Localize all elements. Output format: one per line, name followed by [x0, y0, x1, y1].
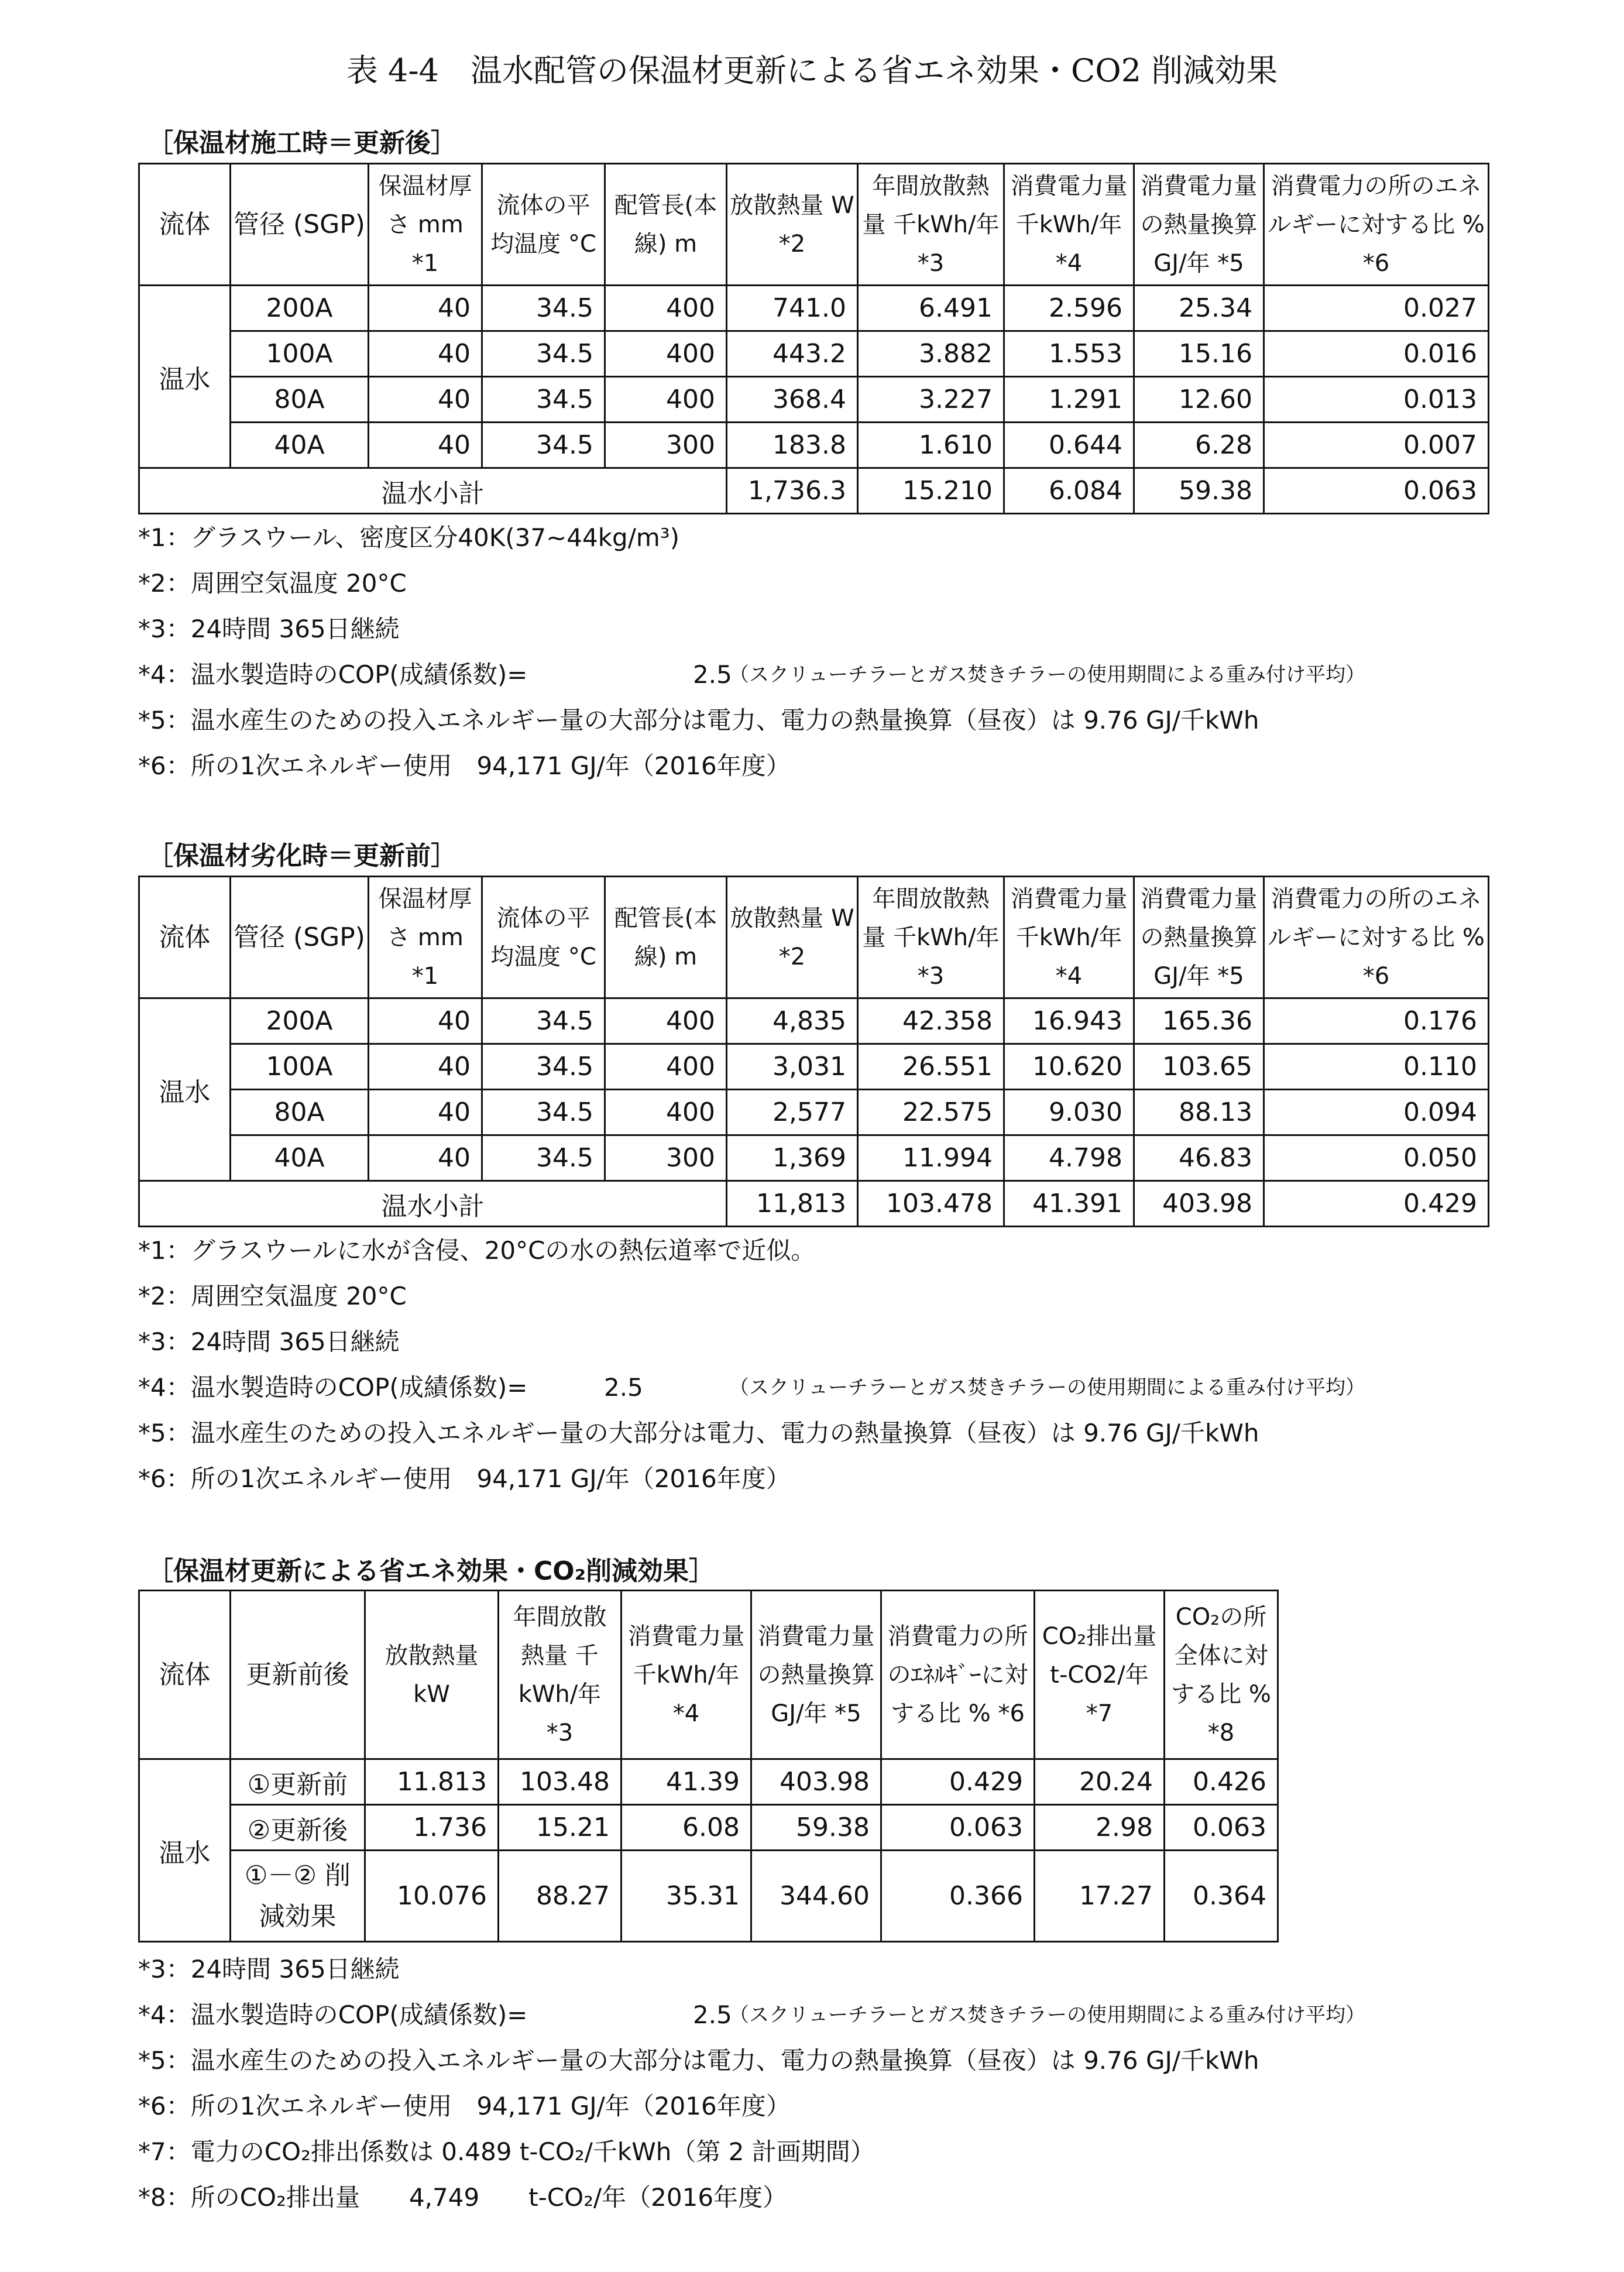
phase-label: ②更新後 — [231, 1805, 365, 1851]
pipe-size: 80A — [231, 1090, 369, 1135]
table-row — [139, 1805, 1278, 1851]
phase-label: ①更新前 — [231, 1759, 365, 1805]
header-pipe: 管径 (SGP) — [231, 877, 369, 998]
header-temperature: 流体の平均温度 °C — [482, 877, 605, 998]
annual-cell: 15.21 — [499, 1805, 622, 1851]
note: *6：所の1次エネルギー使用 94,171 GJ/年（2016年度） — [138, 751, 791, 780]
gj-cell: 59.38 — [751, 1805, 881, 1851]
header-length: 配管長(本線) m — [605, 164, 727, 286]
ratio-cell: 0.110 — [1264, 1044, 1489, 1090]
subtotal-row — [139, 1181, 1489, 1227]
co2-cell: 2.98 — [1035, 1805, 1165, 1851]
power-cell: 0.644 — [1004, 423, 1134, 468]
note-cop — [138, 1365, 1365, 1410]
length-cell: 300 — [605, 1135, 727, 1181]
gj-cell: 103.65 — [1134, 1044, 1264, 1090]
co2-ratio-cell: 0.063 — [1165, 1805, 1278, 1851]
gj-cell: 15.16 — [1134, 331, 1264, 377]
thickness-cell: 40 — [369, 331, 482, 377]
note-cop-label: *4：温水製造時のCOP(成績係数)= — [138, 1373, 528, 1402]
length-cell: 300 — [605, 423, 727, 468]
table-row — [139, 998, 1489, 1044]
ratio-cell: 0.007 — [1264, 423, 1489, 468]
ratio-cell: 0.013 — [1264, 377, 1489, 423]
heat-cell: 1.736 — [365, 1805, 499, 1851]
pipe-size: 100A — [231, 331, 369, 377]
note: *3：24時間 365日継続 — [138, 1327, 400, 1356]
length-cell: 400 — [605, 331, 727, 377]
note: *8：所のCO₂排出量 4,749 t-CO₂/年（2016年度） — [138, 2183, 788, 2212]
header-thickness: 保温材厚さ mm *1 — [369, 877, 482, 998]
power-cell: 41.39 — [622, 1759, 751, 1805]
section-heading-after: ［保温材施工時＝更新後］ — [147, 128, 456, 158]
section-heading-before: ［保温材劣化時＝更新前］ — [147, 841, 456, 871]
ratio-cell: 0.176 — [1264, 998, 1489, 1044]
temperature-cell: 34.5 — [482, 377, 605, 423]
power-cell: 4.798 — [1004, 1135, 1134, 1181]
table-row — [139, 286, 1489, 331]
table-header-row — [139, 1591, 1278, 1759]
annual-cell: 11.994 — [858, 1135, 1004, 1181]
note: *5：温水産生のための投入エネルギー量の大部分は電力、電力の熱量換算（昼夜）は 9.76 GJ/千kWh — [138, 2046, 1259, 2075]
subtotal-ratio: 0.429 — [1264, 1181, 1489, 1227]
annual-cell: 26.551 — [858, 1044, 1004, 1090]
table-row — [139, 377, 1489, 423]
header-annual-heat: 年間放散熱量 千kWh/年 *3 — [858, 877, 1004, 998]
subtotal-power: 6.084 — [1004, 468, 1134, 514]
gj-cell: 12.60 — [1134, 377, 1264, 423]
header-annual-heat: 年間放散熱量 千kWh/年 *3 — [499, 1591, 622, 1759]
heat-cell: 10.076 — [365, 1851, 499, 1942]
temperature-cell: 34.5 — [482, 286, 605, 331]
header-gj: 消費電力量の熱量換算 GJ/年 *5 — [1134, 164, 1264, 286]
header-heat-loss: 放散熱量 W *2 — [727, 164, 858, 286]
temperature-cell: 34.5 — [482, 1044, 605, 1090]
phase-label: ①－② 削減効果 — [231, 1851, 365, 1942]
header-length: 配管長(本線) m — [605, 877, 727, 998]
heat-cell: 3,031 — [727, 1044, 858, 1090]
header-temperature: 流体の平均温度 °C — [482, 164, 605, 286]
pipe-size: 80A — [231, 377, 369, 423]
temperature-cell: 34.5 — [482, 331, 605, 377]
length-cell: 400 — [605, 998, 727, 1044]
fluid-cell: 温水 — [139, 286, 231, 468]
table-header-row — [139, 164, 1489, 286]
header-pipe: 管径 (SGP) — [231, 164, 369, 286]
note: *2：周囲空気温度 20°C — [138, 569, 407, 598]
gj-cell: 403.98 — [751, 1759, 881, 1805]
power-cell: 35.31 — [622, 1851, 751, 1942]
gj-cell: 25.34 — [1134, 286, 1264, 331]
heat-cell: 11.813 — [365, 1759, 499, 1805]
annual-cell: 3.227 — [858, 377, 1004, 423]
thickness-cell: 40 — [369, 1044, 482, 1090]
subtotal-heat: 11,813 — [727, 1181, 858, 1227]
heat-cell: 183.8 — [727, 423, 858, 468]
cop-value: 2.5 — [693, 2000, 732, 2029]
note: *6：所の1次エネルギー使用 94,171 GJ/年（2016年度） — [138, 1464, 791, 1493]
section-heading-effect: ［保温材更新による省エネ効果・CO₂削減効果］ — [147, 1556, 715, 1586]
header-ratio: 消費電力の所のｴﾈﾙｷﾞｰに対する比 % *6 — [881, 1591, 1035, 1759]
note-cop — [138, 652, 1365, 698]
ratio-cell: 0.429 — [881, 1759, 1035, 1805]
annual-cell: 1.610 — [858, 423, 1004, 468]
co2-ratio-cell: 0.426 — [1165, 1759, 1278, 1805]
co2-cell: 17.27 — [1035, 1851, 1165, 1942]
thickness-cell: 40 — [369, 998, 482, 1044]
header-co2-ratio: CO₂の所全体に対する比 % *8 — [1165, 1591, 1278, 1759]
temperature-cell: 34.5 — [482, 1135, 605, 1181]
thickness-cell: 40 — [369, 286, 482, 331]
annual-cell: 3.882 — [858, 331, 1004, 377]
annual-cell: 88.27 — [499, 1851, 622, 1942]
header-fluid: 流体 — [139, 164, 231, 286]
header-fluid: 流体 — [139, 1591, 231, 1759]
ratio-cell: 0.094 — [1264, 1090, 1489, 1135]
co2-cell: 20.24 — [1035, 1759, 1165, 1805]
header-phase: 更新前後 — [231, 1591, 365, 1759]
pipe-size: 200A — [231, 998, 369, 1044]
header-power: 消費電力量 千kWh/年 *4 — [622, 1591, 751, 1759]
note: *3：24時間 365日継続 — [138, 615, 400, 643]
cop-note: （スクリューチラーとガス焚きチラーの使用期間による重み付け平均） — [729, 663, 1365, 687]
gj-cell: 6.28 — [1134, 423, 1264, 468]
pipe-size: 100A — [231, 1044, 369, 1090]
subtotal-label: 温水小計 — [139, 468, 727, 514]
notes-after — [138, 515, 1365, 789]
note: *6：所の1次エネルギー使用 94,171 GJ/年（2016年度） — [138, 2092, 791, 2120]
header-power: 消費電力量 千kWh/年 *4 — [1004, 164, 1134, 286]
gj-cell: 344.60 — [751, 1851, 881, 1942]
header-co2: CO₂排出量 t-CO2/年 *7 — [1035, 1591, 1165, 1759]
cop-value: 2.5 — [693, 660, 732, 689]
ratio-cell: 0.050 — [1264, 1135, 1489, 1181]
length-cell: 400 — [605, 286, 727, 331]
table-row — [139, 423, 1489, 468]
header-heat-loss: 放散熱量 kW — [365, 1591, 499, 1759]
table-effect — [138, 1590, 1279, 1942]
subtotal-row — [139, 468, 1489, 514]
ratio-cell: 0.063 — [881, 1805, 1035, 1851]
subtotal-annual: 103.478 — [858, 1181, 1004, 1227]
page-title: 表 4-4 温水配管の保温材更新による省エネ効果・CO2 削減効果 — [346, 52, 1278, 89]
table-row — [139, 1851, 1278, 1942]
heat-cell: 368.4 — [727, 377, 858, 423]
annual-cell: 22.575 — [858, 1090, 1004, 1135]
gj-cell: 88.13 — [1134, 1090, 1264, 1135]
length-cell: 400 — [605, 1044, 727, 1090]
notes-before — [138, 1228, 1365, 1502]
table-row — [139, 1759, 1278, 1805]
header-thickness: 保温材厚さ mm *1 — [369, 164, 482, 286]
note: *1：グラスウール、密度区分40K(37~44kg/m³) — [138, 523, 679, 552]
temperature-cell: 34.5 — [482, 423, 605, 468]
subtotal-gj: 59.38 — [1134, 468, 1264, 514]
note-cop-label: *4：温水製造時のCOP(成績係数)= — [138, 660, 528, 689]
power-cell: 10.620 — [1004, 1044, 1134, 1090]
header-ratio: 消費電力の所のエネルギーに対する比 % *6 — [1264, 164, 1489, 286]
ratio-cell: 0.366 — [881, 1851, 1035, 1942]
header-heat-loss: 放散熱量 W *2 — [727, 877, 858, 998]
power-cell: 9.030 — [1004, 1090, 1134, 1135]
subtotal-annual: 15.210 — [858, 468, 1004, 514]
table-row — [139, 331, 1489, 377]
table-row — [139, 1135, 1489, 1181]
table-after — [138, 163, 1489, 514]
pipe-size: 200A — [231, 286, 369, 331]
cop-note: （スクリューチラーとガス焚きチラーの使用期間による重み付け平均） — [729, 2003, 1365, 2027]
thickness-cell: 40 — [369, 423, 482, 468]
header-power: 消費電力量 千kWh/年 *4 — [1004, 877, 1134, 998]
note: *5：温水産生のための投入エネルギー量の大部分は電力、電力の熱量換算（昼夜）は 9.76 GJ/千kWh — [138, 1419, 1259, 1447]
temperature-cell: 34.5 — [482, 1090, 605, 1135]
note: *2：周囲空気温度 20°C — [138, 1282, 407, 1310]
cop-value: 2.5 — [604, 1373, 643, 1402]
power-cell: 16.943 — [1004, 998, 1134, 1044]
table-before — [138, 876, 1489, 1227]
heat-cell: 443.2 — [727, 331, 858, 377]
fluid-cell: 温水 — [139, 998, 231, 1181]
subtotal-gj: 403.98 — [1134, 1181, 1264, 1227]
header-annual-heat: 年間放散熱量 千kWh/年 *3 — [858, 164, 1004, 286]
header-fluid: 流体 — [139, 877, 231, 998]
subtotal-power: 41.391 — [1004, 1181, 1134, 1227]
annual-cell: 42.358 — [858, 998, 1004, 1044]
note-cop — [138, 1992, 1365, 2038]
gj-cell: 46.83 — [1134, 1135, 1264, 1181]
length-cell: 400 — [605, 1090, 727, 1135]
power-cell: 1.553 — [1004, 331, 1134, 377]
co2-ratio-cell: 0.364 — [1165, 1851, 1278, 1942]
length-cell: 400 — [605, 377, 727, 423]
header-gj: 消費電力量の熱量換算 GJ/年 *5 — [751, 1591, 881, 1759]
temperature-cell: 34.5 — [482, 998, 605, 1044]
heat-cell: 2,577 — [727, 1090, 858, 1135]
subtotal-heat: 1,736.3 — [727, 468, 858, 514]
table-row — [139, 1090, 1489, 1135]
power-cell: 6.08 — [622, 1805, 751, 1851]
cop-note: （スクリューチラーとガス焚きチラーの使用期間による重み付け平均） — [729, 1376, 1365, 1399]
ratio-cell: 0.016 — [1264, 331, 1489, 377]
thickness-cell: 40 — [369, 377, 482, 423]
thickness-cell: 40 — [369, 1135, 482, 1181]
note: *1：グラスウールに水が含侵、20°Cの水の熱伝道率で近似。 — [138, 1236, 816, 1265]
gj-cell: 165.36 — [1134, 998, 1264, 1044]
header-ratio: 消費電力の所のエネルギーに対する比 % *6 — [1264, 877, 1489, 998]
heat-cell: 4,835 — [727, 998, 858, 1044]
annual-cell: 6.491 — [858, 286, 1004, 331]
power-cell: 2.596 — [1004, 286, 1134, 331]
fluid-cell: 温水 — [139, 1759, 231, 1942]
note: *7：電力のCO₂排出係数は 0.489 t-CO₂/千kWh（第 2 計画期間） — [138, 2137, 875, 2166]
subtotal-ratio: 0.063 — [1264, 468, 1489, 514]
table-header-row — [139, 877, 1489, 998]
ratio-cell: 0.027 — [1264, 286, 1489, 331]
subtotal-label: 温水小計 — [139, 1181, 727, 1227]
pipe-size: 40A — [231, 423, 369, 468]
notes-effect — [138, 1947, 1365, 2220]
power-cell: 1.291 — [1004, 377, 1134, 423]
thickness-cell: 40 — [369, 1090, 482, 1135]
note-cop-label: *4：温水製造時のCOP(成績係数)= — [138, 2000, 528, 2029]
note: *3：24時間 365日継続 — [138, 1955, 400, 1983]
pipe-size: 40A — [231, 1135, 369, 1181]
table-row — [139, 1044, 1489, 1090]
header-gj: 消費電力量の熱量換算 GJ/年 *5 — [1134, 877, 1264, 998]
heat-cell: 741.0 — [727, 286, 858, 331]
annual-cell: 103.48 — [499, 1759, 622, 1805]
note: *5：温水産生のための投入エネルギー量の大部分は電力、電力の熱量換算（昼夜）は 9.76 GJ/千kWh — [138, 706, 1259, 735]
heat-cell: 1,369 — [727, 1135, 858, 1181]
